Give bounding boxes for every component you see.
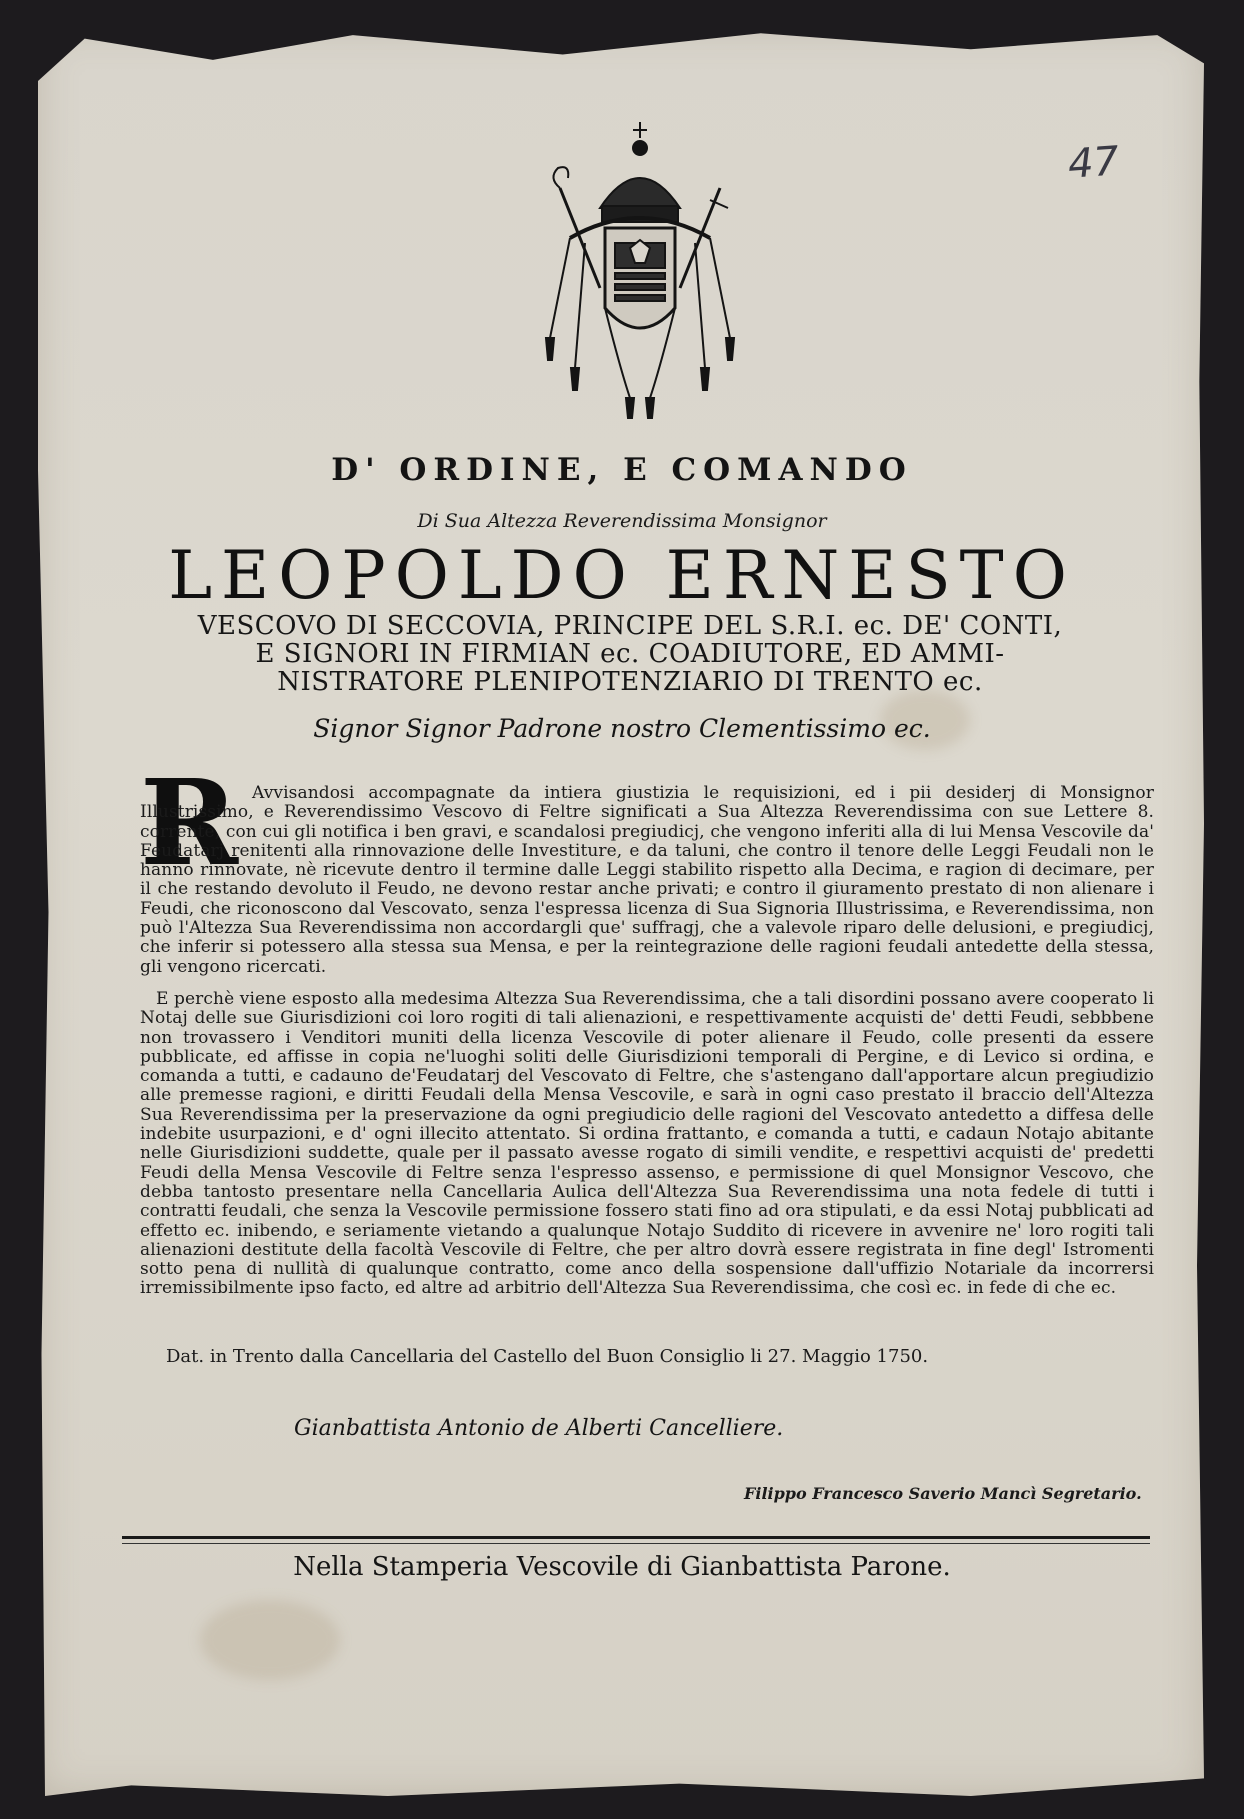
signature-secretary: Filippo Francesco Saverio Mancì Segretario. (744, 1484, 1142, 1503)
signature-chancellor: Gianbattista Antonio de Alberti Cancelliere. (294, 1416, 784, 1441)
handwritten-number: 47 (1066, 138, 1121, 188)
date-line: Dat. in Trento dalla Cancellaria del Castello del Buon Consiglio li 27. Maggio 1750. (166, 1346, 929, 1367)
printer-imprint: Nella Stamperia Vescovile di Gianbattista Parone. (293, 1552, 951, 1582)
titles-line: NISTRATORE PLENIPOTENZIARIO DI TRENTO ec. (277, 667, 983, 697)
body-paragraph-2: E perchè viene esposto alla medesima Altezza Sua Reverendissima, che a tali disordini possano avere cooperato li Notaj delle sue Giurisdizioni coi loro rogiti di tali alienazioni, e respettivamente acquisti de' detti Feudi, sebbbene non trovassero i Venditori muniti della licenza Vescovile di poter alienare il Feudo, colle presenti da essere pubblicate, ed affisse in copia ne'luoghi soliti delle Giurisdizioni temporali di Pergine, e di Levico si ordina, e comanda a tutti, e cadauno de'Feudatarj del Vescovato di Feltre, che s'astengano dall'apportare alcun pregiudizio alle premesse ragioni, e diritti Feudali della Mensa Vescovile, e sarà in ogni caso prestato il braccio dell'Altezza Sua Reverendissima per la preservazione da ogni pregiudicio delle ragioni del Vescovato antedetto a diffesa delle indebite usurpazioni, e d' ogni illecito attentato. Si ordina frattanto, e comanda a tutti, e cadaun Notajo abitante nelle Giurisdizioni suddette, quale per il passato avesse rogato di simili vendite, e respettivi acquisti de' predetti Feudi della Mensa Vescovile di Feltre senza l'espresso assenso, e permissione di quel Monsignor Vescovo, che debba tantosto presentare nella Cancellaria Aulica dell'Altezza Sua Reverendissima una nota fedele di tutti i contratti feudali, che senza la Vescovile permissione fossero stati fino ad ora stipulati, e da essi Notaj pubblicati ad effetto ec. inibendo, e seriamente vietando a qualunque Notajo Suddito di ricevere in avvenire ne' loro rogiti tali alienazioni destitute della facoltà Vescovile di Feltre, che per altro dovrà essere registrata in fine degl' Istromenti sotto pena di nullità di qualunque contratto, come anco della sospensione dall'uffizio Notariale da incorrersi irremissibilmente ipso facto, ed altre ad arbitrio dell'Altezza Sua Reverendissima, che così ec. in fede di che ec. (140, 989, 1154, 1299)
heading-name: LEOPOLDO ERNESTO (168, 537, 1076, 614)
signor-line: Signor Signor Padrone nostro Clementissimo ec. (313, 714, 931, 743)
coat-of-arms-icon (530, 108, 750, 424)
titles-line: VESCOVO DI SECCOVIA, PRINCIPE DEL S.R.I. ec. DE' CONTI, (197, 611, 1063, 641)
drop-cap-initial: R (140, 753, 239, 892)
heading-order: D' ORDINE, E COMANDO (331, 452, 913, 488)
body-paragraph-1: Avvisandosi accompagnate da intiera giustizia le requisizioni, ed i pii desiderj di Monsignor Illustrissimo, e Reverendissimo Vescovo di Feltre significati a Sua Altezza Reverendissima con sue Lettere 8. corrente, con cui gli notifica i ben gravi, e scandalosi pregiudicj, che vengono inferiti alla di lui Mensa Vescovile da' Feudatarj renitenti alla rinnovazione delle Investiture, e da taluni, che contro il tenore delle Leggi Feudali non le hanno rinnovate, nè ricevute dentro il termine dalle Leggi stabilito rispetto alla Decima, e ragion di decimare, per il che restando devoluto il Feudo, ne devono restar anche privati; e contro il giuramento prestato di non alienare i Feudi, che riconoscono dal Vescovato, senza l'espressa licenza di Sua Signoria Illustrissima, e Reverendissima, non può l'Altezza Sua Reverendissima non accordargli que' suffragj, che a valevole riparo delle delusioni, e pregiudicj, che inferir si potessero alla stessa sua Mensa, e per la reintegrazione delle ragioni feudali antedette della stessa, gli vengono ricercati. (140, 783, 1154, 977)
titles-line: E SIGNORI IN FIRMIAN ec. COADIUTORE, ED AMMI- (255, 639, 1005, 669)
divider-rule (122, 1536, 1150, 1539)
titles-block (130, 612, 1130, 696)
paper-stain (200, 1600, 340, 1680)
divider-rule (122, 1543, 1150, 1544)
heading-subtitle: Di Sua Altezza Reverendissima Monsignor (417, 510, 827, 532)
